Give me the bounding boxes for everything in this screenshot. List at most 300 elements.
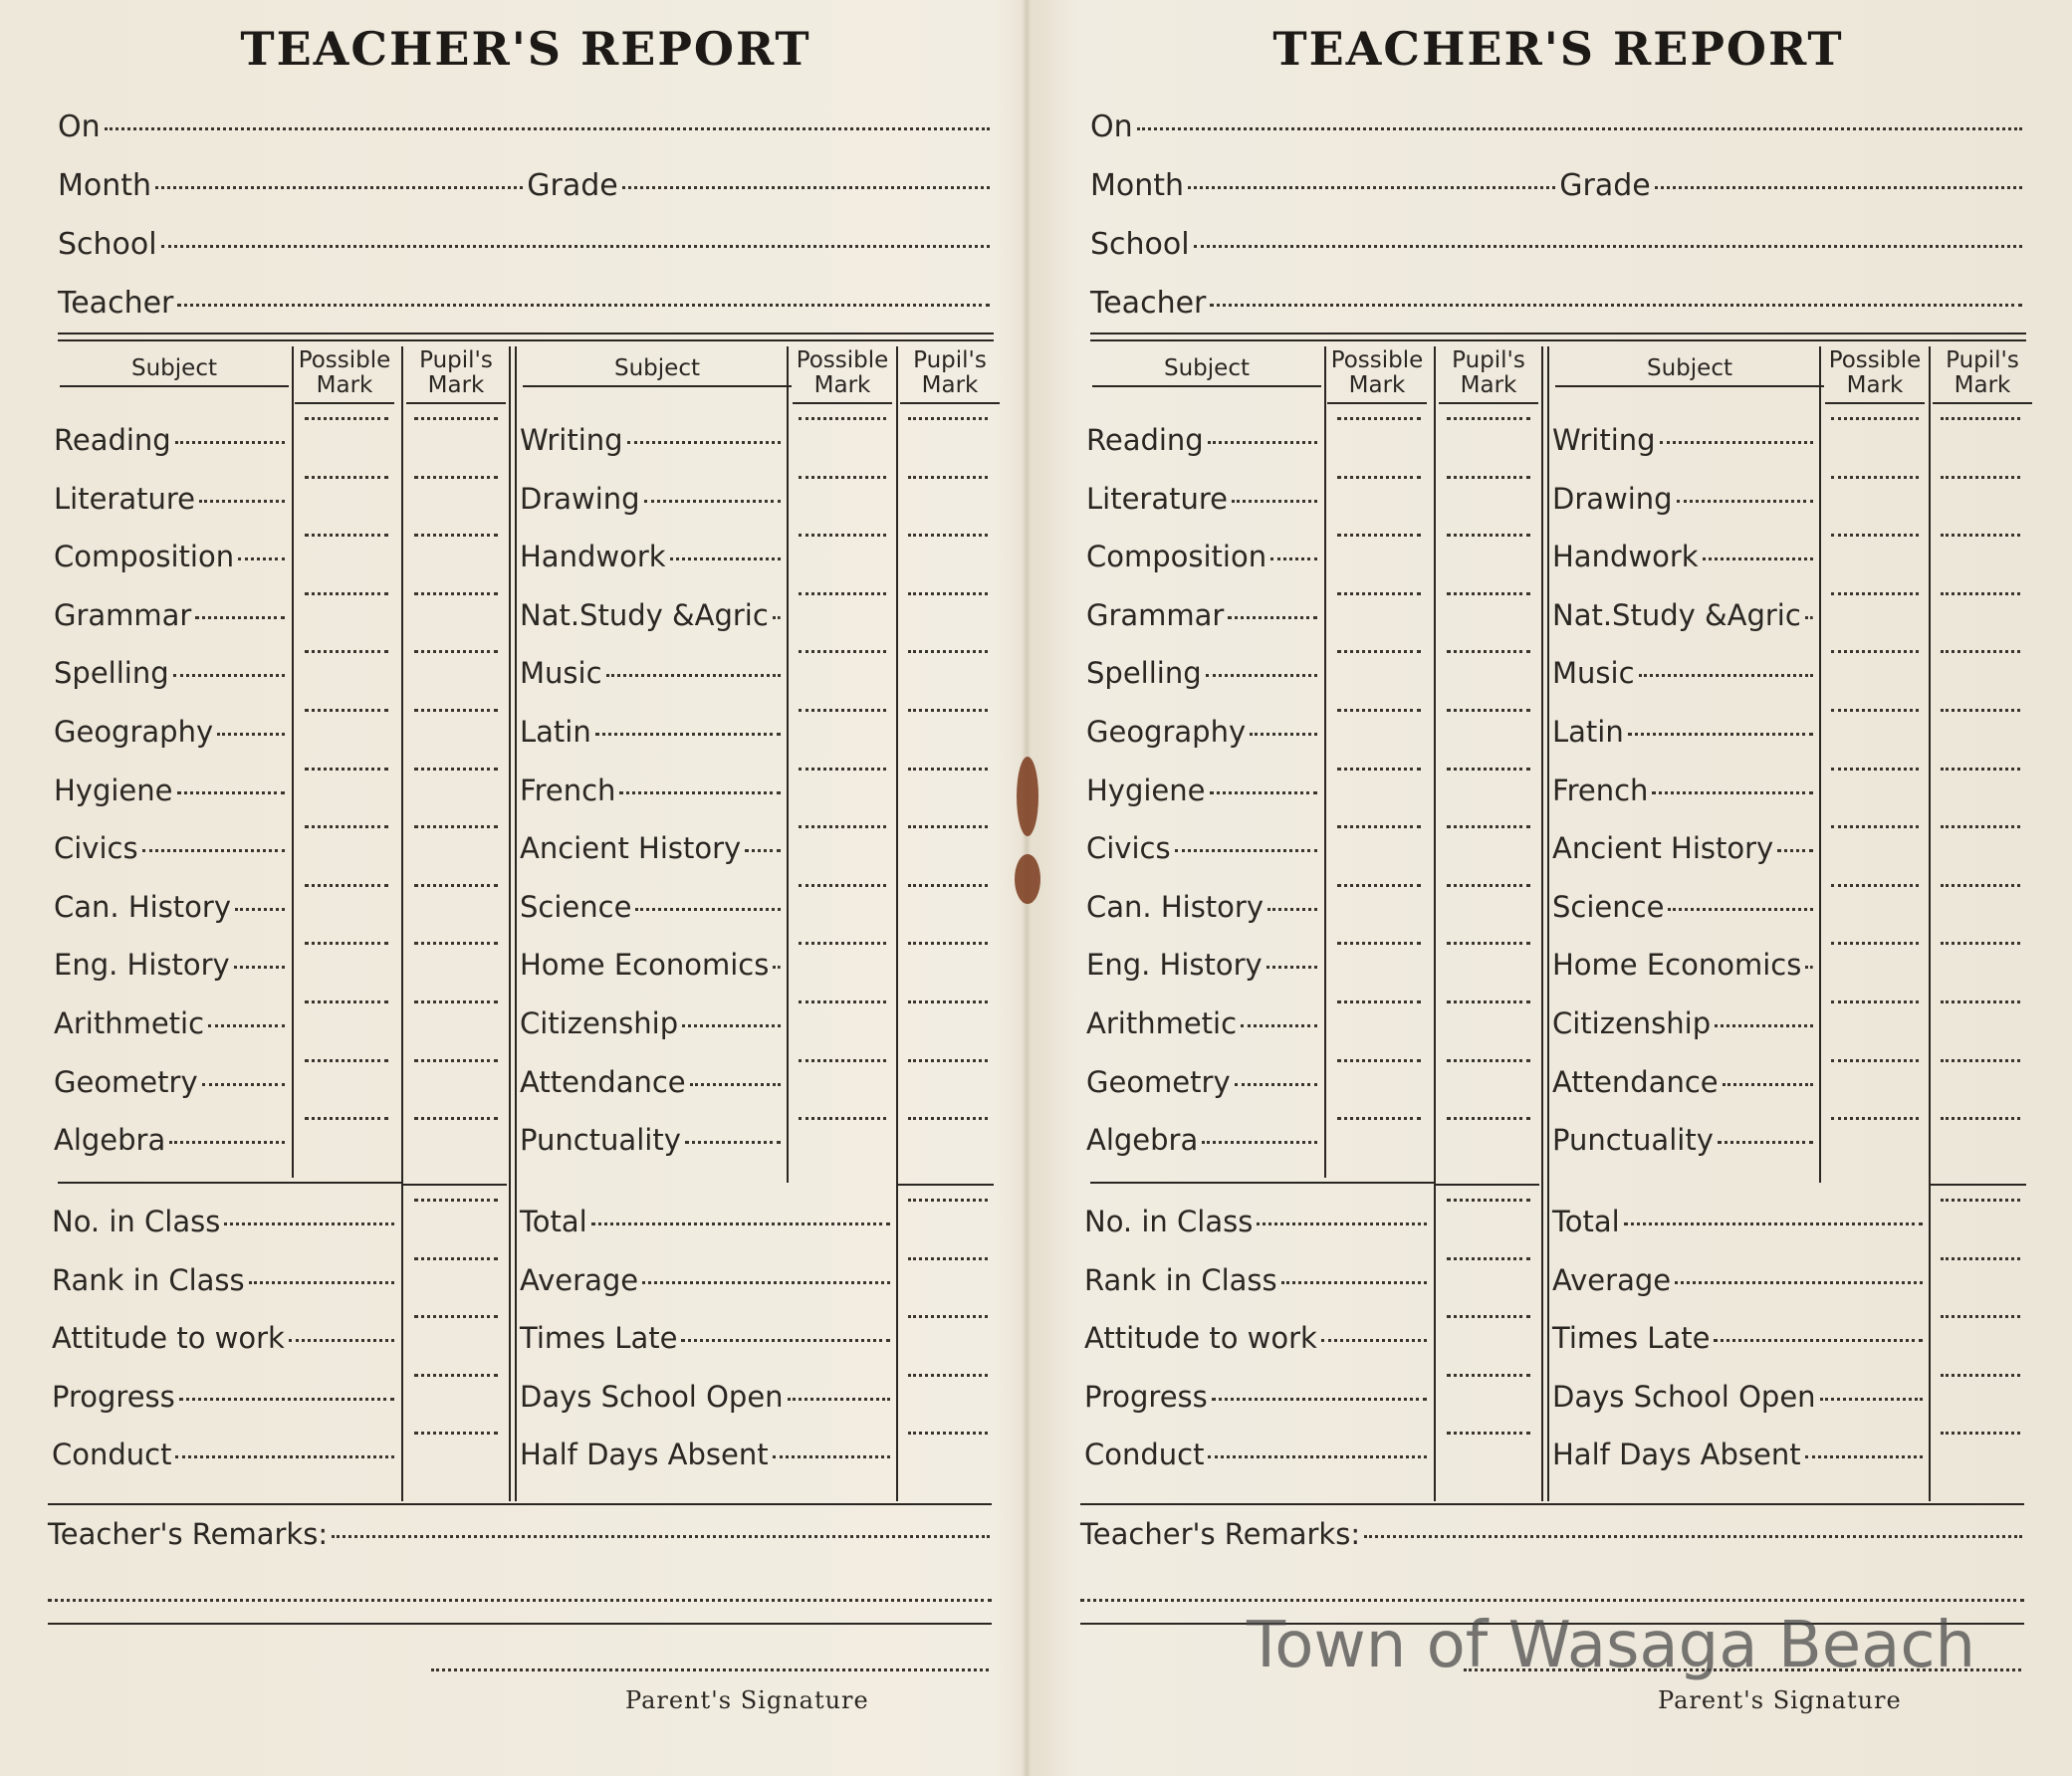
subject-row-right <box>1552 831 1817 871</box>
summary-row-left <box>52 1263 398 1303</box>
subject-row-right-label: Music <box>1552 656 1635 691</box>
subject-row-right-label: Handwork <box>520 540 666 574</box>
teacher-field <box>58 286 994 332</box>
possible-mark-cell-left-dotted-line <box>305 884 388 887</box>
summary-value-cell-right-dotted-line <box>1941 1432 2020 1435</box>
summary-value-cell-right <box>1933 1263 2028 1303</box>
subject-row-right-label: Attendance <box>520 1064 686 1099</box>
possible-mark-cell-right <box>791 1123 894 1163</box>
subject-row-left-label: Eng. History <box>1086 948 1263 983</box>
pupils-head-line2: Mark <box>427 372 485 398</box>
subject-row-left <box>1086 890 1321 930</box>
possible-mark-cell-right <box>791 715 894 755</box>
pupils-mark-cell-right <box>1933 890 2028 930</box>
summary-row-left <box>1084 1380 1431 1420</box>
summary-row-right-dotted-line <box>591 1222 890 1225</box>
possible-mark-cell-left-dotted-line <box>305 417 388 420</box>
subject-row-right-dotted-line <box>1668 908 1813 911</box>
subject-row-right <box>1552 1006 1817 1046</box>
rust-stain-bottom <box>1015 854 1040 904</box>
subject-row-right-label: Citizenship <box>1552 1006 1712 1040</box>
subject-row-left-label: Civics <box>1086 831 1171 866</box>
parent-signature-line <box>431 1668 989 1671</box>
pupils-mark-cell-right-dotted-line <box>908 592 988 595</box>
on-label: On <box>58 110 101 144</box>
page-title: TEACHER'S REPORT <box>240 22 811 76</box>
possible-mark-col-head-left <box>1327 348 1427 404</box>
summary-value-cell-left <box>406 1205 506 1244</box>
possible-mark-cell-left-dotted-line <box>1337 1117 1421 1120</box>
possible-mark-cell-right <box>1823 656 1927 696</box>
subject-row-left-label: Reading <box>1086 423 1204 457</box>
summary-value-cell-right <box>900 1380 996 1420</box>
subject-row-right-label: Nat.Study &Agric <box>520 597 769 632</box>
teacher-remarks-label: Teacher's Remarks: <box>1080 1517 1361 1551</box>
subject-row-left-label: Civics <box>54 831 138 866</box>
summary-value-cell-right-dotted-line <box>908 1199 988 1202</box>
possible-mark-cell-right <box>791 1006 894 1046</box>
subject-row-right-dotted-line <box>773 616 781 619</box>
summary-value-cell-left <box>406 1263 506 1303</box>
summary-value-cell-right-dotted-line <box>908 1432 988 1435</box>
subject-row-left-label: Geography <box>54 715 214 749</box>
subject-row-right-dotted-line <box>606 674 781 677</box>
summary-value-cell-right-dotted-line <box>908 1315 988 1318</box>
subject-row-left-label: Spelling <box>1086 656 1202 691</box>
subject-row-right-dotted-line <box>635 908 781 911</box>
subject-col-head-left <box>60 356 289 387</box>
possible-mark-cell-right-dotted-line <box>1831 825 1919 828</box>
pupils-mark-cell-left <box>406 598 506 638</box>
col-divider-4 <box>787 346 789 1183</box>
pupils-mark-cell-right-dotted-line <box>1941 534 2020 537</box>
possible-mark-cell-left <box>1329 715 1429 755</box>
subject-row-right <box>520 540 785 579</box>
subject-row-right <box>520 1006 785 1046</box>
possible-mark-cell-right <box>1823 482 1927 522</box>
summary-value-cell-left-dotted-line <box>414 1257 498 1260</box>
page-title: TEACHER'S REPORT <box>1272 22 1844 76</box>
pupils-mark-cell-left <box>1439 1123 1538 1163</box>
possible-mark-cell-left <box>1329 656 1429 696</box>
pupils-mark-cell-left-dotted-line <box>1447 884 1530 887</box>
summary-value-cell-left <box>1439 1321 1538 1361</box>
subject-row-right-label: Nat.Study &Agric <box>1552 597 1801 632</box>
summary-value-cell-left <box>406 1321 506 1361</box>
pupils-head-line1: Pupil's <box>1452 347 1525 373</box>
possible-mark-cell-left <box>297 948 396 988</box>
summary-row-left-label: Attitude to work <box>1084 1321 1317 1356</box>
possible-mark-cell-left-dotted-line <box>305 534 388 537</box>
pupils-mark-cell-left <box>1439 1006 1538 1046</box>
subject-row-left-dotted-line <box>175 441 285 444</box>
pupils-mark-cell-right-dotted-line <box>908 1117 988 1120</box>
subject-row-left-label: Algebra <box>1086 1123 1199 1158</box>
pupils-mark-cell-right-dotted-line <box>908 768 988 771</box>
subject-row-left-label: Arithmetic <box>1086 1006 1238 1040</box>
subject-row-left <box>54 890 289 930</box>
pupils-mark-cell-right <box>1933 598 2028 638</box>
summary-row-right <box>1552 1380 1927 1420</box>
subject-row-right-label: French <box>1552 773 1649 807</box>
summary-value-cell-left-dotted-line <box>1447 1432 1530 1435</box>
subject-row-right-dotted-line <box>1718 1141 1813 1144</box>
pupils-mark-cell-left <box>406 948 506 988</box>
summary-row-right-label: Times Late <box>520 1321 678 1356</box>
subject-row-right-label: Science <box>520 889 632 924</box>
month-grade-field <box>58 168 994 214</box>
subject-row-left <box>54 482 289 522</box>
possible-mark-cell-right-dotted-line <box>799 534 886 537</box>
pupils-mark-cell-right <box>900 540 996 579</box>
pupils-mark-cell-right <box>1933 1123 2028 1163</box>
subject-row-left-dotted-line <box>1206 674 1317 677</box>
subject-row-right <box>520 423 785 463</box>
subject-row-right <box>520 831 785 871</box>
pupils-mark-cell-right <box>1933 715 2028 755</box>
summary-row-left-dotted-line <box>249 1281 394 1284</box>
summary-value-cell-right-dotted-line <box>908 1257 988 1260</box>
pupils-mark-cell-left-dotted-line <box>1447 650 1530 653</box>
subject-row-right <box>520 482 785 522</box>
summary-value-cell-right <box>1933 1438 2028 1477</box>
possible-mark-cell-right-dotted-line <box>1831 709 1919 712</box>
col-divider-3a <box>509 346 511 1501</box>
subject-row-left <box>54 540 289 579</box>
subject-row-right-dotted-line <box>745 849 781 852</box>
summary-row-left-dotted-line <box>224 1222 394 1225</box>
subject-row-right-dotted-line <box>1723 1083 1813 1086</box>
possible-mark-cell-right-dotted-line <box>799 942 886 945</box>
subject-row-right-dotted-line <box>682 1024 781 1027</box>
summary-value-cell-left-dotted-line <box>414 1199 498 1202</box>
on-dotted-line <box>105 127 990 130</box>
summary-row-left-label: No. in Class <box>1084 1205 1254 1238</box>
possible-mark-cell-left-dotted-line <box>1337 825 1421 828</box>
summary-row-right-label: Average <box>520 1262 639 1297</box>
possible-mark-cell-right-dotted-line <box>799 825 886 828</box>
pupils-mark-cell-left-dotted-line <box>1447 592 1530 595</box>
pupils-mark-cell-right <box>900 774 996 813</box>
pupils-mark-cell-right-dotted-line <box>1941 650 2020 653</box>
subject-row-left-label: Literature <box>1086 481 1228 516</box>
pupils-head-line2: Mark <box>921 372 979 398</box>
summary-row-left-label: Progress <box>1084 1379 1208 1414</box>
pupils-mark-cell-left <box>1439 656 1538 696</box>
on-dotted-line <box>1137 127 2022 130</box>
summary-row-right-dotted-line <box>1675 1281 1923 1284</box>
col-divider-5 <box>896 346 898 1501</box>
subject-row-left-dotted-line <box>217 733 285 736</box>
possible-head-line1: Possible <box>1330 347 1424 373</box>
school-dotted-line <box>161 245 990 248</box>
summary-row-left <box>52 1380 398 1420</box>
pupils-mark-cell-right-dotted-line <box>908 417 988 420</box>
subject-row-left <box>1086 656 1321 696</box>
pupils-mark-cell-left <box>1439 598 1538 638</box>
subject-row-left-dotted-line <box>1250 733 1317 736</box>
summary-value-cell-left <box>1439 1438 1538 1477</box>
pupils-mark-cell-left-dotted-line <box>1447 534 1530 537</box>
pupils-mark-cell-left <box>406 831 506 871</box>
grade-label: Grade <box>527 168 618 203</box>
summary-row-right-label: Average <box>1552 1262 1672 1297</box>
possible-mark-cell-right <box>791 890 894 930</box>
subject-row-left-dotted-line <box>199 500 285 503</box>
subject-row-right-dotted-line <box>1715 1024 1813 1027</box>
summary-value-cell-left-dotted-line <box>1447 1315 1530 1318</box>
summary-value-cell-left <box>1439 1205 1538 1244</box>
summary-row-right <box>520 1321 894 1361</box>
subject-row-left <box>54 715 289 755</box>
subject-row-right-label: Drawing <box>520 481 640 516</box>
pupils-mark-cell-right-dotted-line <box>1941 476 2020 479</box>
subject-row-right-label: Latin <box>1552 715 1624 749</box>
pupils-mark-cell-right <box>1933 831 2028 871</box>
summary-row-right-label: Days School Open <box>520 1379 784 1414</box>
possible-mark-cell-right-dotted-line <box>799 709 886 712</box>
summary-value-cell-right-dotted-line <box>908 1374 988 1377</box>
header-rule-1 <box>58 333 994 334</box>
possible-mark-cell-left-dotted-line <box>1337 884 1421 887</box>
possible-mark-cell-right <box>1823 1065 1927 1105</box>
possible-head-line2: Mark <box>1348 372 1406 398</box>
summary-value-cell-right-dotted-line <box>1941 1199 2020 1202</box>
subject-row-right <box>520 715 785 755</box>
subject-row-left-label: Composition <box>1086 540 1267 574</box>
subject-row-left <box>1086 715 1321 755</box>
pupils-mark-cell-right <box>900 831 996 871</box>
subject-row-right-label: Punctuality <box>1552 1123 1714 1158</box>
possible-mark-cell-right-dotted-line <box>1831 1059 1919 1062</box>
pupils-mark-cell-right-dotted-line <box>1941 709 2020 712</box>
pupils-mark-cell-left-dotted-line <box>414 650 498 653</box>
school-field <box>1090 227 2026 273</box>
pupils-mark-cell-right-dotted-line <box>908 1000 988 1003</box>
teacher-dotted-line <box>1210 304 2022 307</box>
subject-row-left-dotted-line <box>235 908 285 911</box>
possible-mark-cell-left <box>297 482 396 522</box>
month-label: Month <box>1090 168 1185 203</box>
pupils-mark-cell-left <box>1439 423 1538 463</box>
subject-row-right <box>520 656 785 696</box>
summary-row-right-label: Half Days Absent <box>1552 1438 1801 1472</box>
pupils-mark-cell-right <box>1933 540 2028 579</box>
summary-row-left-label: No. in Class <box>52 1205 221 1238</box>
subject-row-left <box>1086 1123 1321 1163</box>
pupils-mark-cell-left-dotted-line <box>414 417 498 420</box>
possible-mark-cell-left-dotted-line <box>305 768 388 771</box>
summary-row-left-dotted-line <box>175 1455 394 1458</box>
summary-row-right <box>1552 1438 1927 1477</box>
subject-col-head-left <box>1092 356 1321 387</box>
pupils-mark-cell-right-dotted-line <box>1941 1117 2020 1120</box>
possible-mark-cell-right <box>791 423 894 463</box>
remarks-continuation-line <box>48 1599 992 1602</box>
possible-mark-cell-left-dotted-line <box>305 942 388 945</box>
subject-row-left-label: Eng. History <box>54 948 230 983</box>
subject-col-head-right <box>1555 356 1824 387</box>
subject-row-right-label: Home Economics <box>1552 948 1802 983</box>
summary-row-left <box>52 1321 398 1361</box>
subject-row-left-label: Algebra <box>54 1123 166 1158</box>
possible-mark-cell-left-dotted-line <box>1337 476 1421 479</box>
pupils-mark-cell-right-dotted-line <box>1941 1059 2020 1062</box>
possible-mark-cell-left <box>1329 1065 1429 1105</box>
grade-label: Grade <box>1559 168 1651 203</box>
pupils-mark-cell-right <box>1933 948 2028 988</box>
pupils-mark-cell-left <box>1439 1065 1538 1105</box>
possible-mark-cell-left-dotted-line <box>305 476 388 479</box>
possible-mark-cell-left <box>297 715 396 755</box>
summary-row-left-dotted-line <box>1208 1455 1427 1458</box>
subject-row-right-label: French <box>520 773 616 807</box>
subject-row-left <box>54 423 289 463</box>
possible-mark-cell-left-dotted-line <box>305 1000 388 1003</box>
possible-mark-cell-left <box>1329 831 1429 871</box>
possible-mark-cell-left-dotted-line <box>1337 417 1421 420</box>
subject-row-right-label: Home Economics <box>520 948 770 983</box>
possible-mark-col-head-right <box>793 348 892 404</box>
grade-dotted-line <box>1655 186 2022 189</box>
subject-row-left-label: Can. History <box>1086 889 1265 924</box>
possible-mark-cell-right <box>791 598 894 638</box>
subject-row-left <box>1086 774 1321 813</box>
subject-row-left-dotted-line <box>1235 1083 1317 1086</box>
pupils-mark-cell-left <box>1439 890 1538 930</box>
on-field <box>58 110 994 155</box>
subject-row-left <box>1086 948 1321 988</box>
summary-row-right-label: Days School Open <box>1552 1379 1816 1414</box>
possible-mark-cell-left-dotted-line <box>1337 650 1421 653</box>
pupils-mark-cell-right-dotted-line <box>908 650 988 653</box>
subject-row-left-dotted-line <box>1270 557 1317 560</box>
possible-mark-cell-left-dotted-line <box>305 709 388 712</box>
pupils-mark-cell-left-dotted-line <box>1447 825 1530 828</box>
subject-row-right-dotted-line <box>1639 674 1813 677</box>
pupils-mark-cell-right-dotted-line <box>908 534 988 537</box>
summary-row-left-dotted-line <box>1212 1398 1427 1401</box>
subject-row-right-dotted-line <box>1805 616 1813 619</box>
pupils-head-line2: Mark <box>1460 372 1517 398</box>
subject-row-right-label: Handwork <box>1552 540 1699 574</box>
possible-head-line1: Possible <box>1828 347 1922 373</box>
pupils-mark-cell-left <box>406 1065 506 1105</box>
subject-row-right <box>1552 948 1817 988</box>
possible-mark-cell-right <box>1823 598 1927 638</box>
subject-row-right-label: Ancient History <box>520 831 742 866</box>
teacher-remarks-field <box>48 1517 994 1551</box>
pupils-mark-cell-right-dotted-line <box>908 709 988 712</box>
subject-col-head-right <box>523 356 792 387</box>
summary-value-cell-right <box>900 1321 996 1361</box>
summary-row-right-label: Total <box>1552 1205 1620 1238</box>
possible-mark-cell-left <box>1329 1006 1429 1046</box>
pupils-mark-cell-left <box>406 1006 506 1046</box>
summary-value-cell-left-dotted-line <box>1447 1257 1530 1260</box>
possible-mark-cell-left-dotted-line <box>1337 768 1421 771</box>
subject-row-right-dotted-line <box>644 500 781 503</box>
pupils-head-line2: Mark <box>1954 372 2011 398</box>
subject-row-left <box>1086 1006 1321 1046</box>
possible-mark-cell-left <box>1329 774 1429 813</box>
possible-mark-cell-right-dotted-line <box>1831 768 1919 771</box>
subject-row-right <box>520 948 785 988</box>
subject-row-right-dotted-line <box>1805 966 1813 969</box>
remarks-end-rule <box>48 1623 992 1625</box>
subject-row-left <box>54 656 289 696</box>
pupils-mark-cell-right <box>900 1123 996 1163</box>
pupils-mark-cell-left-dotted-line <box>414 1000 498 1003</box>
subject-row-left-label: Composition <box>54 540 235 574</box>
summary-value-cell-left <box>406 1438 506 1477</box>
possible-mark-cell-right-dotted-line <box>799 768 886 771</box>
subject-row-left-label: Arithmetic <box>54 1006 205 1040</box>
subject-row-left <box>1086 540 1321 579</box>
summary-row-left-dotted-line <box>1281 1281 1427 1284</box>
summary-row-right-dotted-line <box>1805 1455 1923 1458</box>
possible-mark-cell-left-dotted-line <box>305 592 388 595</box>
summary-row-left-label: Rank in Class <box>1084 1262 1277 1297</box>
teacher-field <box>1090 286 2026 332</box>
pupils-mark-col-head-right <box>1933 348 2032 404</box>
summary-value-cell-left-dotted-line <box>414 1432 498 1435</box>
pupils-mark-cell-right-dotted-line <box>908 825 988 828</box>
summary-row-right <box>520 1380 894 1420</box>
rust-stain-top <box>1017 757 1038 836</box>
subject-row-right <box>520 890 785 930</box>
subject-col-head-text: Subject <box>614 355 700 381</box>
subject-row-left <box>1086 598 1321 638</box>
subject-row-left <box>1086 1065 1321 1105</box>
summary-row-right <box>520 1263 894 1303</box>
pupils-mark-cell-left-dotted-line <box>1447 1117 1530 1120</box>
col-divider-3b <box>1547 346 1549 1501</box>
pupils-mark-cell-right <box>900 948 996 988</box>
possible-mark-cell-left <box>297 831 396 871</box>
parent-signature-label: Parent's Signature <box>625 1686 869 1714</box>
subject-row-right <box>1552 482 1817 522</box>
summary-value-cell-left <box>1439 1380 1538 1420</box>
subject-row-left-dotted-line <box>195 616 285 619</box>
pupils-mark-cell-left <box>406 1123 506 1163</box>
subject-row-left-dotted-line <box>177 791 286 794</box>
summary-value-cell-right <box>900 1263 996 1303</box>
summary-value-cell-right <box>900 1438 996 1477</box>
summary-row-left <box>1084 1321 1431 1361</box>
summary-value-cell-left-dotted-line <box>414 1374 498 1377</box>
summary-value-cell-right-dotted-line <box>1941 1374 2020 1377</box>
subject-row-right-dotted-line <box>773 966 781 969</box>
subject-row-right-dotted-line <box>1677 500 1813 503</box>
subject-row-right-label: Ancient History <box>1552 831 1774 866</box>
pupils-mark-cell-left-dotted-line <box>1447 709 1530 712</box>
possible-mark-cell-right-dotted-line <box>1831 884 1919 887</box>
subject-col-head-text: Subject <box>1164 355 1250 381</box>
subject-row-right-label: Punctuality <box>520 1123 681 1158</box>
summary-value-cell-right <box>1933 1380 2028 1420</box>
summary-row-right-label: Half Days Absent <box>520 1438 769 1472</box>
possible-mark-cell-left <box>297 1006 396 1046</box>
school-label: School <box>1090 227 1190 262</box>
summary-row-left-dotted-line <box>289 1339 394 1342</box>
pupils-mark-cell-left <box>406 423 506 463</box>
summary-value-cell-right <box>900 1205 996 1244</box>
subject-row-right-dotted-line <box>1777 849 1813 852</box>
summary-row-left-dotted-line <box>179 1398 394 1401</box>
possible-mark-cell-right-dotted-line <box>799 1000 886 1003</box>
pupils-mark-cell-right <box>900 482 996 522</box>
